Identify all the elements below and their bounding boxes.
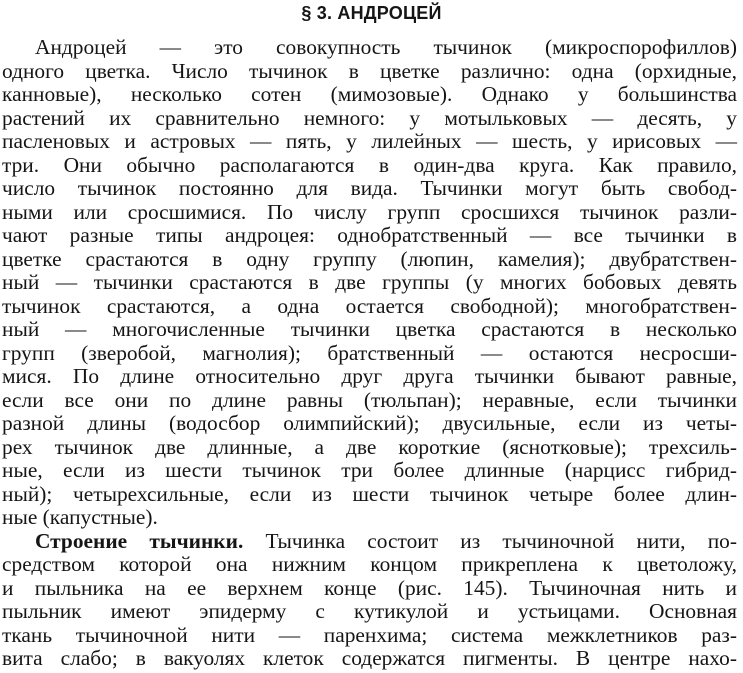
text-line: вита слабо; в вакуолях клеток содержатся пигменты. В центре нахо-	[2, 646, 737, 670]
text-line: если все они по длине равны (тюльпан); неравные, если тычинки	[2, 387, 737, 412]
text-line: цветке срастаются в одну группу (люпин, камелия); двубратствен-	[2, 246, 737, 271]
text-line: ные (капустные).	[2, 505, 158, 529]
text-line: тычинок срастаются, а одна остается свободной); многобратствен-	[2, 293, 737, 318]
text-line: и пыльника на ее верхнем конце (рис. 145). Тычиночная нить и	[2, 575, 737, 600]
section-heading: § 3. АНДРОЦЕЙ	[301, 3, 442, 23]
text-run: Тычинка состоит из тычиночной нити, по-	[243, 528, 737, 553]
text-line: одного цветка. Число тычинок в цветке различно: одна (орхидные,	[2, 58, 737, 83]
text-line: пасленовых и астровых — пять, у лилейных — шесть, у ирисовых —	[2, 129, 737, 153]
text-line: ный — многочисленные тычинки цветка срастаются в несколько	[2, 317, 737, 341]
text-line: чают разные типы андроцея: однобратственный — все тычинки в	[2, 223, 737, 247]
text-line: Андроцей — это совокупность тычинок (микроспорофиллов)	[35, 35, 737, 59]
text-line: ный — тычинки срастаются в две группы (у многих бобовых девять	[2, 270, 737, 294]
text-line: ный); четырехсильные, если из шести тычинок четыре более длин-	[2, 481, 737, 506]
text-line: канновые), несколько сотен (мимозовые). Однако у большинства	[2, 82, 737, 106]
text-line: ные, если из шести тычинок три более длинные (нарцисс гибрид-	[2, 458, 737, 482]
paragraph-stamen-structure	[2, 530, 737, 671]
run-in-heading: Строение тычинки.	[35, 528, 244, 553]
text-line: ткань тычиночной нити — паренхима; система межклетников раз-	[2, 622, 737, 647]
text-line: средством которой она нижним концом прикреплена к цветоложу,	[2, 552, 737, 576]
text-line-first	[2, 530, 737, 554]
text-line: растений их сравнительно немного: у мотыльковых — десять, у	[2, 105, 737, 130]
paragraph-androecium	[2, 36, 737, 530]
text-line: рех тычинок две длинные, а две короткие (яснотковые); трехсиль-	[2, 434, 737, 459]
text-line: три. Они обычно располагаются в один-два круга. Как правило,	[2, 152, 737, 177]
text-line: мися. По длине относительно друг друга тычинки бывают равные,	[2, 364, 737, 388]
text-line: групп (зверобой, магнолия); братственный — остаются несросши-	[2, 340, 737, 365]
body-text	[2, 36, 737, 671]
text-line: число тычинок постоянно для вида. Тычинки могут быть свобод-	[2, 176, 737, 200]
text-line: ными или сросшимися. По числу групп сросшихся тычинок разли-	[2, 199, 737, 224]
text-line: разной длины (водосбор олимпийский); двусильные, если из четы-	[2, 411, 737, 435]
text-line: пыльник имеют эпидерму с кутикулой и устьицами. Основная	[2, 599, 737, 623]
